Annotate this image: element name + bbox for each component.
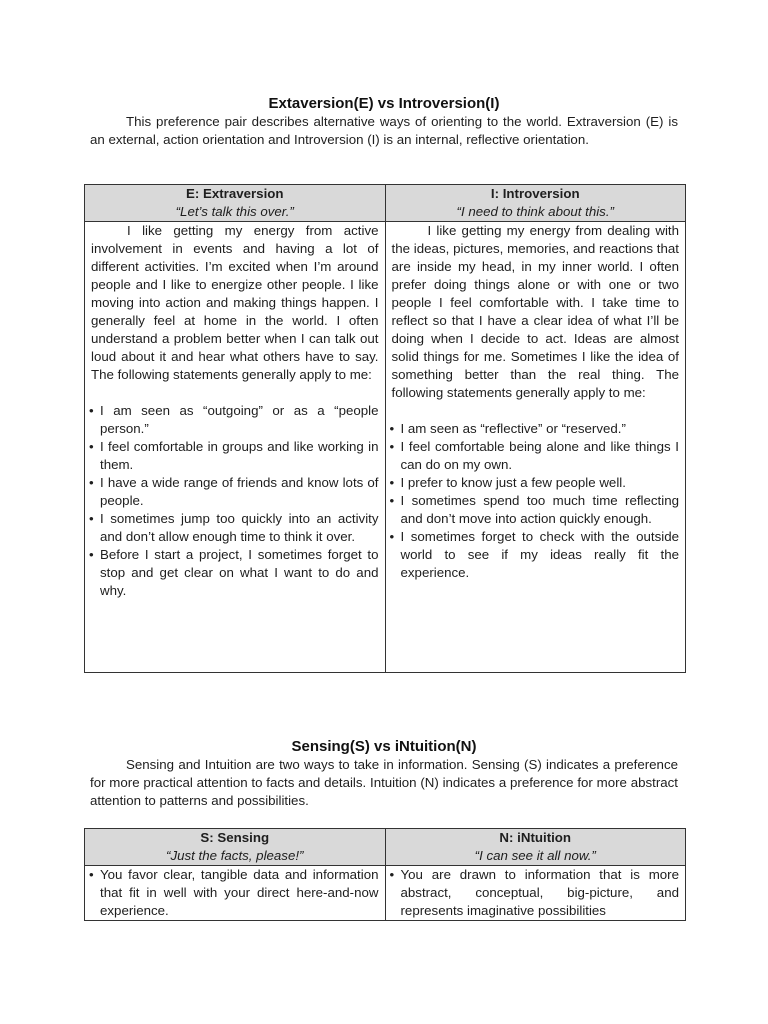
column-title: I: Introversion bbox=[490, 186, 580, 201]
section-sensing-intuition bbox=[84, 737, 684, 810]
column-quote: “Just the facts, please!” bbox=[166, 848, 304, 863]
column-title: N: iNtuition bbox=[499, 830, 572, 845]
column-header-sensing bbox=[85, 829, 386, 866]
list-item: • I feel comfortable being alone and like things I can do on my own. bbox=[392, 438, 680, 474]
list-item: • Before I start a project, I sometimes forget to stop and get clear on what I want to do and why. bbox=[91, 546, 379, 600]
section-title: Extaversion(E) vs Introversion(I) bbox=[268, 95, 500, 112]
section-title: Sensing(S) vs iNtuition(N) bbox=[291, 738, 477, 755]
statement-list bbox=[91, 866, 379, 920]
list-item: • I sometimes spend too much time reflecting and don’t move into action quickly enough. bbox=[392, 492, 680, 528]
description-paragraph: I like getting my energy from dealing with the ideas, pictures, memories, and reactions that are inside my head, in my inner world. I often prefer doing things alone or with one or two people I feel comfortable with. I take time to reflect so that I have a clear idea of what I’ll be doing when I decide to act. Ideas are almost solid things for me. Sometimes I like the idea of something better than the real thing. The following statements generally apply to me: bbox=[391, 223, 679, 400]
column-header-extraversion bbox=[85, 185, 386, 222]
column-title: S: Sensing bbox=[200, 830, 270, 845]
list-item: • I am seen as “outgoing” or as a “people person.” bbox=[91, 402, 379, 438]
column-quote: “I need to think about this.” bbox=[456, 204, 614, 219]
extraversion-cell bbox=[85, 222, 386, 673]
intuition-cell bbox=[385, 866, 686, 921]
column-header-introversion bbox=[385, 185, 686, 222]
introversion-cell bbox=[385, 222, 686, 673]
column-quote: “I can see it all now.” bbox=[474, 848, 596, 863]
sensing-cell bbox=[85, 866, 386, 921]
section-extraversion-introversion bbox=[84, 94, 684, 149]
list-item: • I am seen as “reflective” or “reserved.” bbox=[392, 420, 680, 438]
list-item: • I have a wide range of friends and know lots of people. bbox=[91, 474, 379, 510]
column-header-intuition bbox=[385, 829, 686, 866]
description-paragraph: I like getting my energy from active involvement in events and having a lot of different activities. I’m excited when I’m around people and I like to energize other people. I like moving into action and making things happen. I generally feel at home in the world. I often understand a problem better when I can talk out loud about it and hear what others have to say. The following statements generally apply to me: bbox=[91, 223, 379, 382]
preference-table-ei bbox=[84, 184, 686, 673]
column-quote: “Let’s talk this over.” bbox=[175, 204, 294, 219]
statement-list bbox=[392, 420, 680, 582]
list-item: • I prefer to know just a few people well. bbox=[392, 474, 680, 492]
list-item: • I sometimes forget to check with the outside world to see if my ideas really fit the experience. bbox=[392, 528, 680, 582]
section-intro: Sensing and Intuition are two ways to take in information. Sensing (S) indicates a preference for more practical attention to facts and details. Intuition (N) indicates a preference for more abstract attention to patterns and possibilities. bbox=[90, 757, 678, 808]
statement-list bbox=[392, 866, 680, 920]
list-item: • You are drawn to information that is more abstract, conceptual, big-picture, and represents imaginative possibilities bbox=[392, 866, 680, 920]
list-item: • You favor clear, tangible data and information that fit in well with your direct here-and-now experience. bbox=[91, 866, 379, 920]
section-intro: This preference pair describes alternative ways of orienting to the world. Extraversion (E) is an external, action orientation and Introversion (I) is an internal, reflective orientation. bbox=[90, 114, 678, 147]
column-title: E: Extraversion bbox=[185, 186, 284, 201]
preference-table-sn bbox=[84, 828, 686, 921]
statement-list bbox=[91, 402, 379, 600]
list-item: • I sometimes jump too quickly into an activity and don’t allow enough time to think it over. bbox=[91, 510, 379, 546]
list-item: • I feel comfortable in groups and like working in them. bbox=[91, 438, 379, 474]
